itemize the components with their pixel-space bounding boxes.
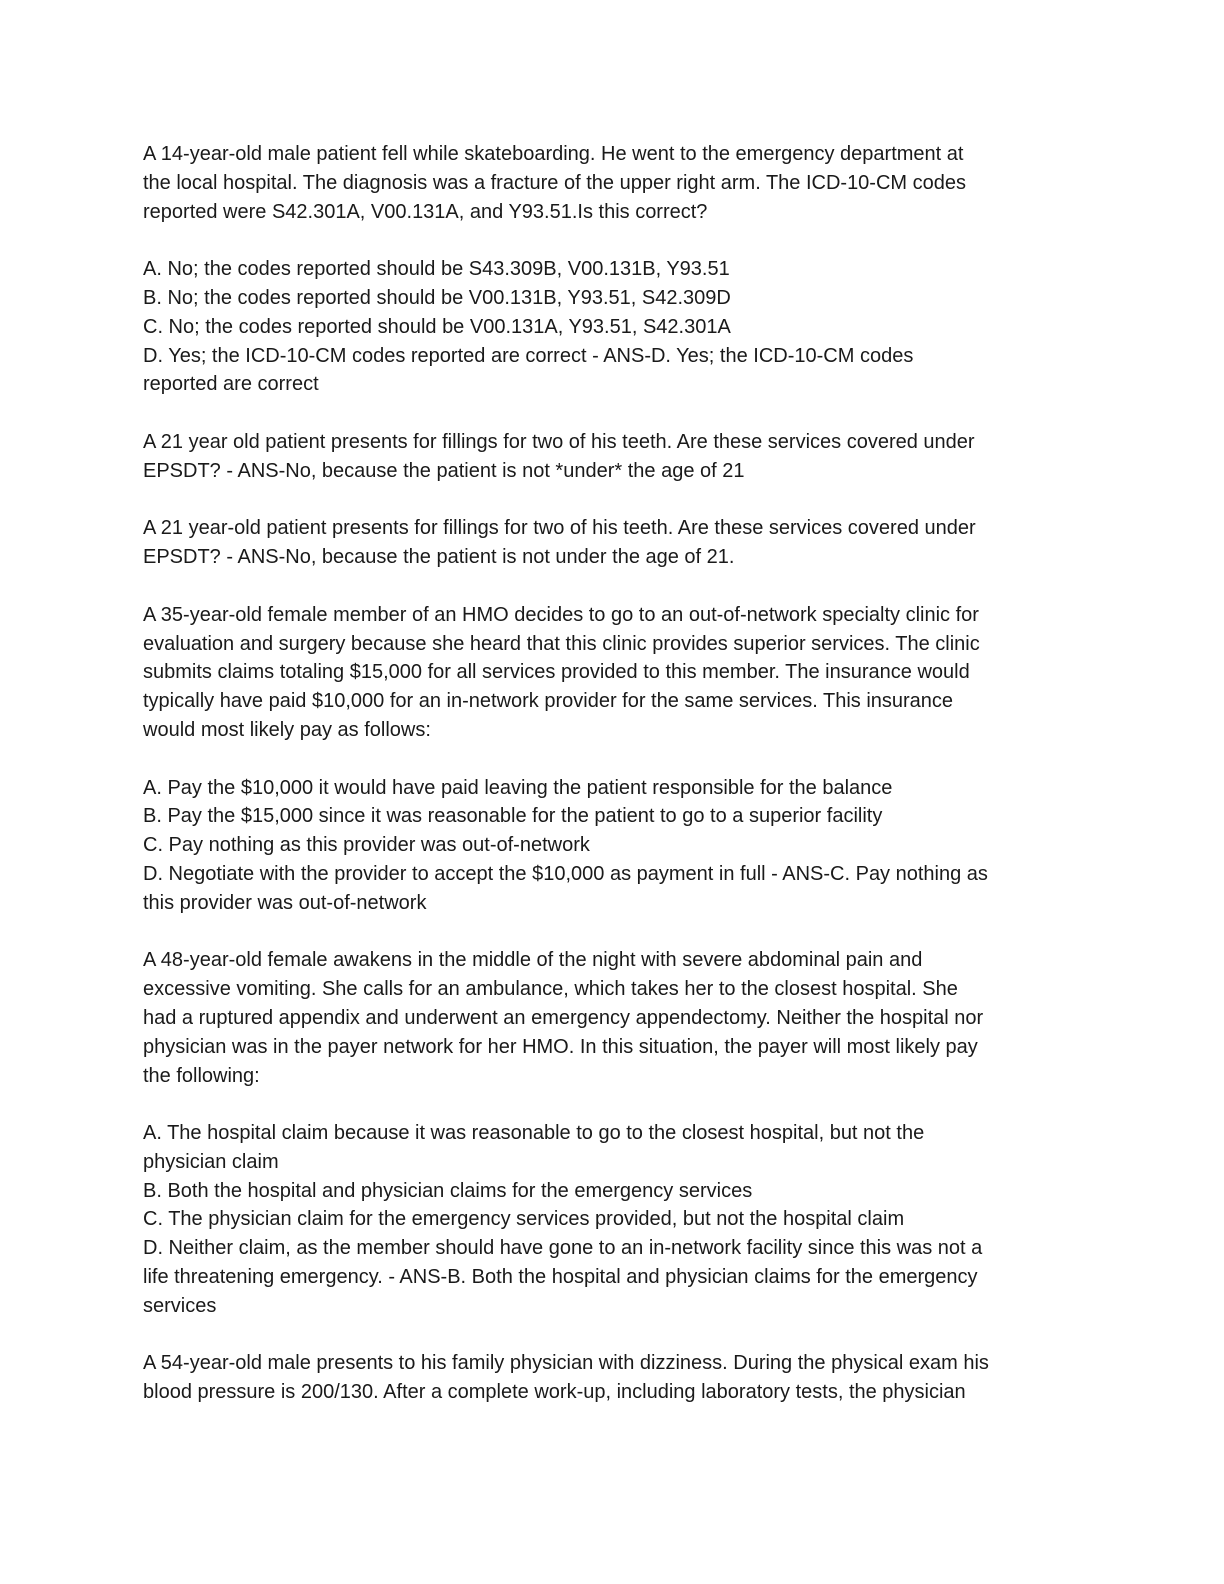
text-line: EPSDT? - ANS-No, because the patient is not *under* the age of 21 [143,459,745,482]
text-line: evaluation and surgery because she heard that this clinic provides superior services. The clinic [143,632,980,655]
text-line: D. Negotiate with the provider to accept the $10,000 as payment in full - ANS-C. Pay nothing as [143,862,988,885]
text-line: EPSDT? - ANS-No, because the patient is not under the age of 21. [143,546,735,569]
text-line: A 35-year-old female member of an HMO decides to go to an out-of-network specialty clinic for [143,603,979,626]
text-line: reported are correct [143,373,319,396]
text-block [143,1349,1083,1407]
text-line: A. Pay the $10,000 it would have paid leaving the patient responsible for the balance [143,776,893,799]
text-block [143,946,1083,1090]
text-line: services [143,1294,217,1317]
text-line: A 21 year-old patient presents for fillings for two of his teeth. Are these services covered under [143,517,976,540]
text-line: physician claim [143,1150,279,1173]
document-page [143,140,1083,1436]
text-line: life threatening emergency. - ANS-B. Both the hospital and physician claims for the emergency [143,1266,978,1289]
text-line: A 14-year-old male patient fell while skateboarding. He went to the emergency department at [143,143,964,165]
text-line: blood pressure is 200/130. After a complete work-up, including laboratory tests, the physician [143,1381,966,1404]
text-line: C. No; the codes reported should be V00.131A, Y93.51, S42.301A [143,315,731,338]
text-line: A 21 year old patient presents for fillings for two of his teeth. Are these services covered under [143,430,975,453]
text-line: A 54-year-old male presents to his family physician with dizziness. During the physical exam his [143,1352,989,1375]
text-line: A. No; the codes reported should be S43.309B, V00.131B, Y93.51 [143,258,730,281]
text-line: B. No; the codes reported should be V00.131B, Y93.51, S42.309D [143,286,731,309]
text-line: A. The hospital claim because it was reasonable to go to the closest hospital, but not the [143,1122,925,1145]
text-line: excessive vomiting. She calls for an ambulance, which takes her to the closest hospital. She [143,978,958,1001]
text-block [143,514,1083,572]
text-line: submits claims totaling $15,000 for all services provided to this member. The insurance would [143,661,970,684]
text-line: physician was in the payer network for her HMO. In this situation, the payer will most likely pay [143,1035,978,1058]
text-line: C. Pay nothing as this provider was out-of-network [143,834,590,857]
text-block [143,1119,1083,1321]
text-block [143,255,1083,399]
text-block [143,601,1083,745]
text-line: B. Both the hospital and physician claims for the emergency services [143,1179,753,1202]
text-line: the local hospital. The diagnosis was a fracture of the upper right arm. The ICD-10-CM codes [143,171,966,194]
text-line: A 48-year-old female awakens in the middle of the night with severe abdominal pain and [143,949,923,972]
text-line: this provider was out-of-network [143,891,427,914]
text-line: D. Neither claim, as the member should have gone to an in-network facility since this was not a [143,1237,983,1260]
text-line: would most likely pay as follows: [143,718,431,741]
text-line: typically have paid $10,000 for an in-network provider for the same services. This insurance [143,690,954,713]
text-line: C. The physician claim for the emergency services provided, but not the hospital claim [143,1208,905,1231]
text-block [143,140,1083,226]
text-line: D. Yes; the ICD-10-CM codes reported are correct - ANS-D. Yes; the ICD-10-CM codes [143,344,914,367]
text-line: B. Pay the $15,000 since it was reasonable for the patient to go to a superior facility [143,805,883,828]
text-line: reported were S42.301A, V00.131A, and Y93.51.Is this correct? [143,200,708,223]
text-block [143,428,1083,486]
text-line: the following: [143,1064,260,1087]
text-line: had a ruptured appendix and underwent an emergency appendectomy. Neither the hospital nor [143,1006,984,1029]
text-block [143,774,1083,918]
